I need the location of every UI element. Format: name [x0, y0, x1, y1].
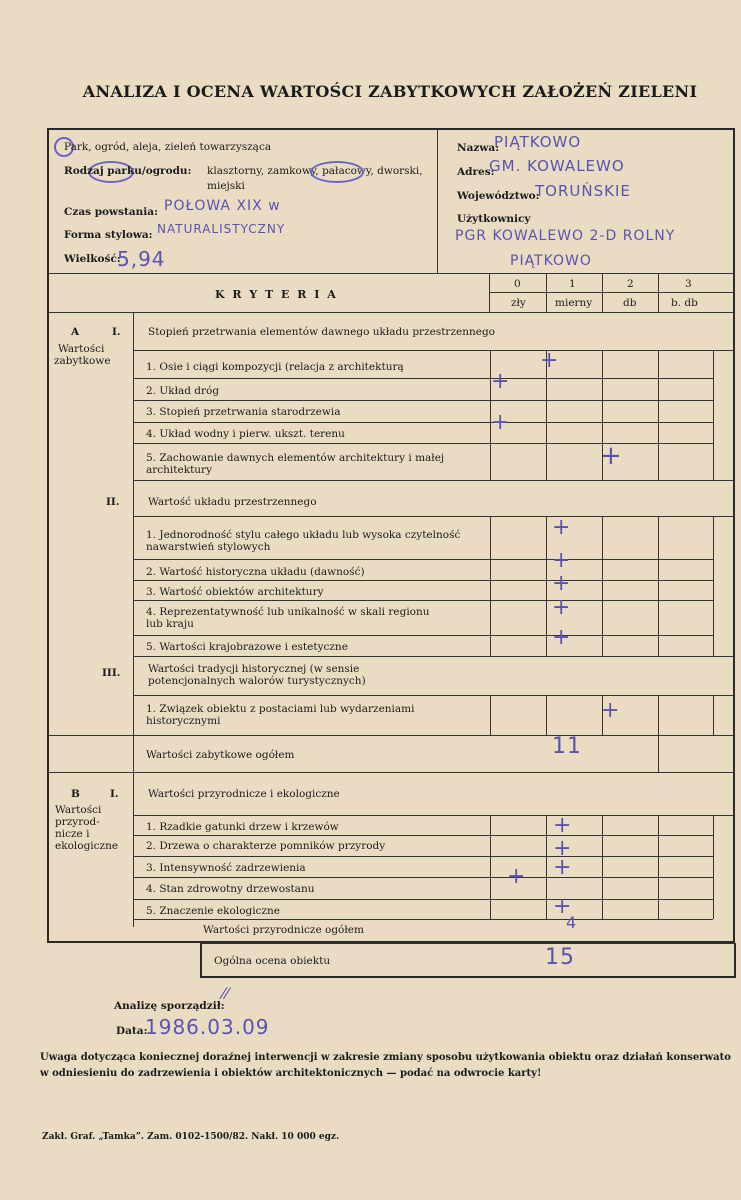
row-b1-3: 3. Intensywność zadrzewienia [146, 862, 306, 874]
tick-mark: + [553, 836, 572, 861]
tick-mark: + [553, 813, 572, 838]
grid-line [133, 635, 713, 636]
overall-value: 15 [545, 945, 575, 970]
header-bottom-line [48, 273, 734, 274]
grid-line [658, 274, 659, 312]
tick-mark: + [491, 369, 510, 394]
section-b-letter: B [71, 788, 80, 800]
grid-line [546, 695, 547, 735]
forma-label: Forma stylowa: [64, 229, 153, 241]
grid-line [658, 516, 659, 656]
col-label-1: mierny [555, 297, 593, 309]
rodzaj-options-2: miejski [207, 180, 245, 192]
nazwa-label: Nazwa: [457, 142, 500, 154]
uzytkownicy-label: Użytkownicy [457, 213, 531, 225]
grid-line [602, 815, 603, 919]
signature: ⁄⁄ [222, 984, 230, 1003]
row-b1-4: 4. Stan zdrowotny drzewostanu [146, 883, 315, 895]
section-a-letter: A [71, 326, 80, 338]
tick-mark: + [491, 410, 510, 435]
grid-line [602, 516, 603, 656]
tick-mark: + [540, 348, 559, 373]
grid-line [658, 735, 659, 772]
grid-line [490, 815, 491, 919]
section-a-g3-num: III. [102, 667, 121, 679]
grid-line [713, 695, 714, 735]
grid-line [658, 815, 659, 919]
section-b-title-2: przyrod- [55, 816, 100, 828]
criteria-label: K R Y T E R I A [215, 288, 338, 301]
nazwa-value: PIĄTKOWO [494, 133, 582, 151]
grid-line [133, 815, 734, 816]
grid-line [133, 600, 713, 601]
tick-mark: + [601, 698, 620, 723]
grid-line [546, 516, 547, 656]
uzytkownicy-value: PGR KOWALEWO 2-D ROLNY [455, 228, 676, 244]
overall-label: Ogólna ocena obiektu [214, 955, 331, 967]
grid-line [658, 695, 659, 735]
grid-line [133, 899, 713, 900]
tick-mark: + [552, 625, 571, 650]
row-a1-5: 5. Zachowanie dawnych elementów architektury i małej architektury [146, 452, 445, 476]
total-a-value: 11 [552, 734, 582, 759]
group-a1-title: Stopień przetrwania elementów dawnego układu przestrzennego [148, 326, 495, 338]
tick-mark: + [507, 864, 526, 889]
grid-line [546, 274, 547, 312]
col-num-2: 2 [627, 278, 634, 290]
grid-line [133, 400, 713, 401]
tick-mark: + [553, 855, 572, 880]
grid-line [489, 292, 734, 293]
wielkosc-label: Wielkość: [64, 253, 121, 265]
data-value: 1986.03.09 [145, 1015, 270, 1039]
grid-line [133, 580, 713, 581]
col-num-0: 0 [514, 278, 521, 290]
group-b1-title: Wartości przyrodnicze i ekologiczne [148, 788, 340, 800]
rodzaj-options: klasztorny, zamkowy, pałacowy, dworski, [207, 165, 423, 177]
grid-line [48, 772, 734, 773]
row-a2-5: 5. Wartości krajobrazowe i estetyczne [146, 641, 348, 653]
tick-mark: + [552, 515, 571, 540]
grid-line [133, 835, 713, 836]
grid-line [48, 312, 734, 313]
data-label: Data: [116, 1025, 148, 1037]
row-a1-1: 1. Osie i ciągi kompozycji (relacja z architekturą [146, 361, 404, 373]
row-a2-1: 1. Jednorodność stylu całego układu lub wysoka czytelność nawarstwień stylowych [146, 529, 461, 553]
group-a3-title: Wartości tradycji historycznej (w sensie potencjonalnych walorów turystycznych) [148, 663, 366, 687]
col-num-3: 3 [685, 278, 692, 290]
col-label-2: db [623, 297, 637, 309]
grid-line [133, 559, 713, 560]
grid-line [489, 274, 490, 312]
total-b-label: Wartości przyrodnicze ogółem [203, 924, 364, 936]
printer-note: Zakł. Graf. „Tamka”. Zam. 0102-1500/82. Nakł. 10 000 egz. [42, 1132, 340, 1142]
grid-line [490, 695, 491, 735]
section-b-title-1: Wartości [55, 804, 102, 816]
page-title: ANALIZA I OCENA WARTOŚCI ZABYTKOWYCH ZAŁOŻEŃ ZIELENI [82, 82, 698, 101]
grid-line [133, 350, 734, 351]
row-b1-5: 5. Znaczenie ekologiczne [146, 905, 281, 917]
czas-label: Czas powstania: [64, 206, 158, 218]
grid-line [602, 274, 603, 312]
row-a2-2: 2. Wartość historyczna układu (dawność) [146, 566, 365, 578]
grid-line [133, 877, 713, 878]
grid-line [133, 516, 734, 517]
grid-line [133, 443, 713, 444]
grid-line [133, 422, 713, 423]
uwaga-line-2: w odniesieniu do zadrzewienia i obiektów architektonicznych — podać na odwrocie karty! [40, 1068, 542, 1079]
row-a2-4: 4. Reprezentatywność lub unikalność w skali regionu lub kraju [146, 606, 430, 630]
grid-line [133, 656, 734, 657]
section-a-title-2: zabytkowe [54, 355, 111, 367]
grid-line [658, 350, 659, 480]
col-num-1: 1 [569, 278, 576, 290]
grid-line [133, 856, 713, 857]
tick-mark: + [600, 441, 622, 471]
row-b1-2: 2. Drzewa o charakterze pomników przyrody [146, 840, 386, 852]
grid-line [133, 695, 734, 696]
col-label-3: b. db [671, 297, 698, 309]
grid-line [546, 815, 547, 919]
section-b-g1-num: I. [110, 788, 119, 800]
wojewodztwo-label: Województwo: [457, 190, 540, 202]
forma-value: NATURALISTYCZNY [157, 222, 286, 236]
adres-value: GM. KOWALEWO [489, 157, 625, 175]
grid-line [133, 480, 734, 481]
analiza-label: Analizę sporządził: [114, 1000, 225, 1012]
tick-mark: + [552, 548, 571, 573]
czas-value: POŁOWA XIX w [164, 198, 281, 214]
section-b-title-4: ekologiczne [55, 840, 119, 852]
row-b1-1: 1. Rzadkie gatunki drzew i krzewów [146, 821, 339, 833]
adres-label: Adres: [457, 166, 495, 178]
section-divider [133, 772, 134, 927]
total-a-label: Wartości zabytkowe ogółem [146, 749, 295, 761]
tick-mark: + [553, 894, 572, 919]
row-a1-4: 4. Układ wodny i pierw. ukszt. terenu [146, 428, 345, 440]
park-type-line: Park, ogród, aleja, zieleń towarzysząca [64, 141, 272, 153]
section-divider [133, 312, 134, 772]
row-a2-3: 3. Wartość obiektów architektury [146, 586, 324, 598]
wielkosc-value: 5,94 [117, 247, 166, 271]
grid-line [133, 919, 713, 920]
col-label-0: zły [511, 297, 526, 309]
grid-line [48, 735, 734, 736]
tick-mark: + [552, 595, 571, 620]
grid-line [133, 378, 713, 379]
total-b-value: 4 [566, 913, 578, 932]
grid-line [713, 516, 714, 656]
row-a1-3: 3. Stopień przetrwania starodrzewia [146, 406, 341, 418]
section-a-g1-num: I. [112, 326, 121, 338]
section-a-g2-num: II. [106, 496, 120, 508]
grid-line [490, 516, 491, 656]
row-a3-1: 1. Związek obiektu z postaciami lub wydarzeniami historycznymi [146, 703, 415, 727]
group-a2-title: Wartość układu przestrzennego [148, 496, 317, 508]
section-b-title-3: nicze i [55, 828, 90, 840]
grid-line [713, 350, 714, 480]
tick-mark: + [552, 571, 571, 596]
grid-line [713, 815, 714, 919]
row-a1-2: 2. Układ dróg [146, 385, 220, 397]
wojewodztwo-value: TORUŃSKIE [535, 182, 631, 200]
uwaga-line-1: Uwaga dotycząca koniecznej doraźnej interwencji w zakresie zmiany sposobu użytkowania obiektu oraz działań konserwato [40, 1052, 731, 1063]
header-divider [437, 129, 438, 273]
section-a-title-1: Wartości [58, 343, 105, 355]
selection-circle [310, 161, 364, 183]
uzytkownicy-value-2: PIĄTKOWO [510, 253, 592, 269]
rodzaj-label: Rodzaj parku/ogrodu: [64, 165, 192, 177]
